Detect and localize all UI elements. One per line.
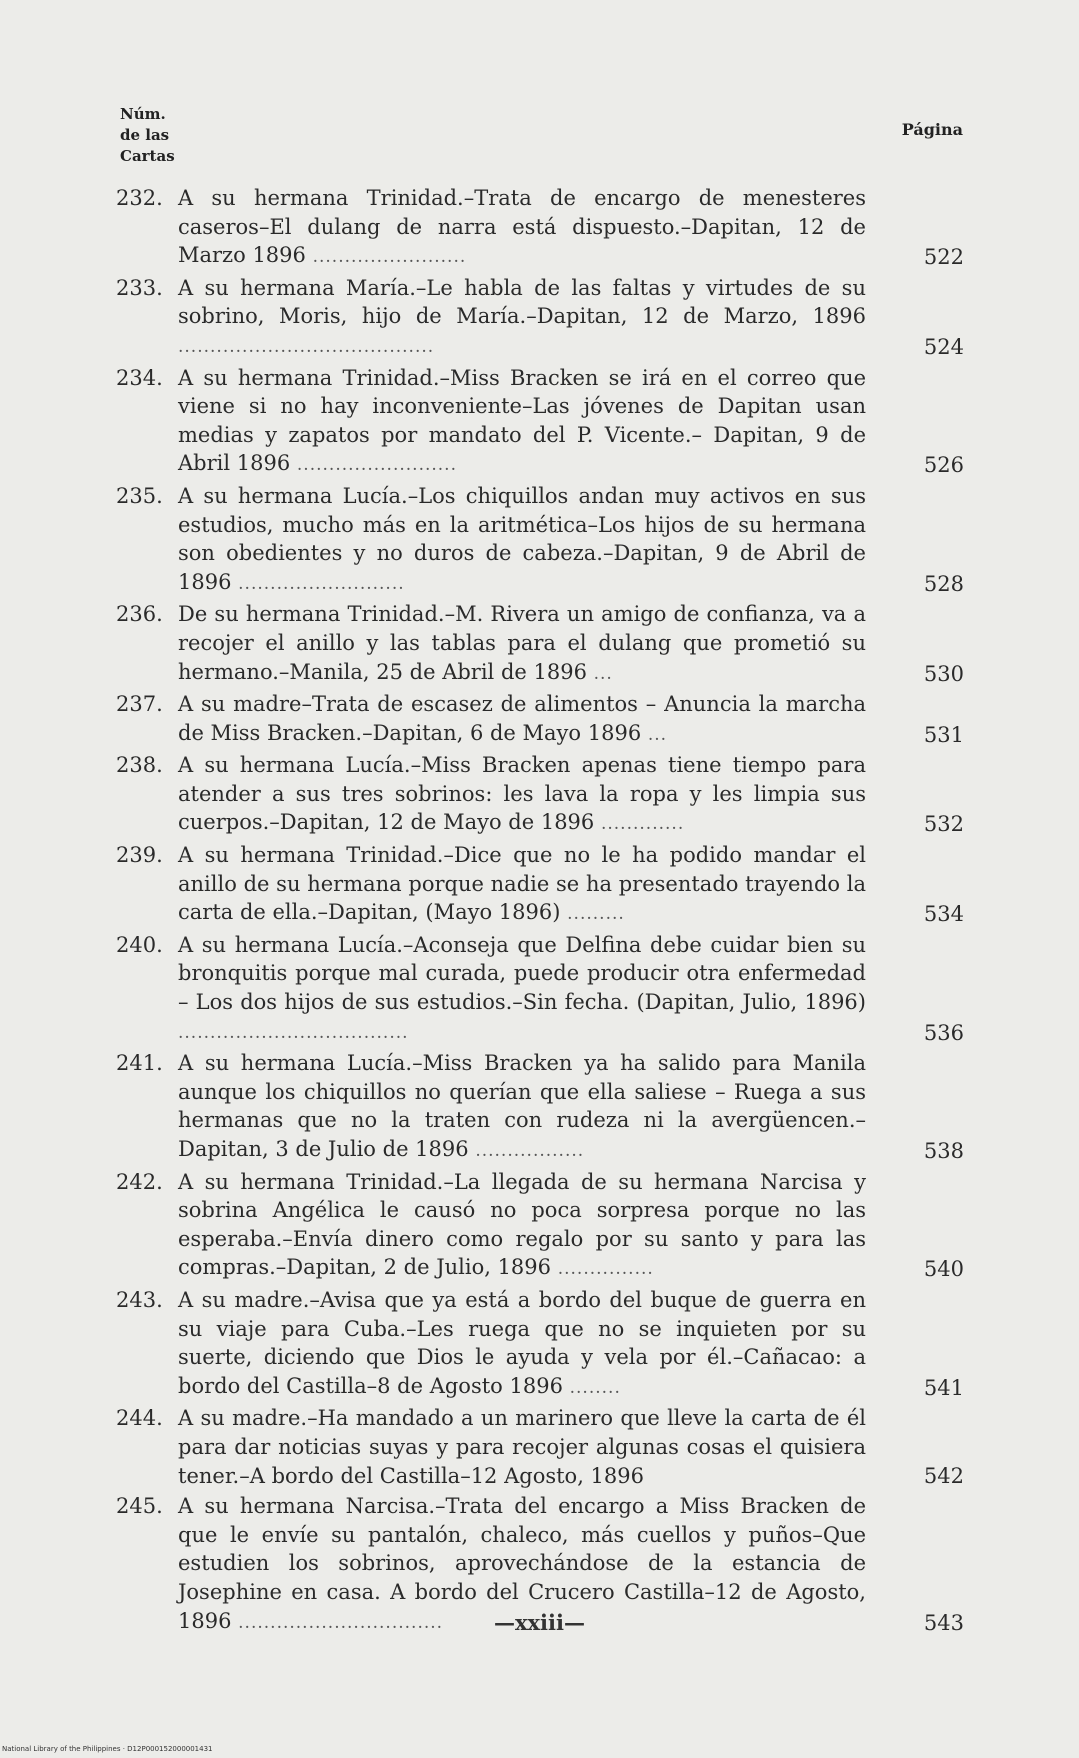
page-number-roman: —xxiii—	[494, 1610, 585, 1635]
entry-page: 524	[923, 334, 964, 359]
entry-number: 242.	[116, 1169, 163, 1194]
index-entry: 233. A su hermana María.–Le habla de las faltas y virtudes de su sobrino, Moris, hijo de María.–Dapitan, 12 de Marzo, 1896 ........................................ 524	[116, 274, 964, 362]
entry-number: 232.	[116, 186, 163, 210]
entry-page: 530	[923, 661, 964, 686]
entry-number: 236.	[116, 602, 163, 627]
entry-number: 239.	[116, 843, 163, 868]
entry-text: A su madre–Trata de escasez de alimentos – Anuncia la marcha de Miss Bracken.–Dapitan, 6 de Mayo 1896	[178, 692, 866, 745]
header-line: Núm.	[120, 105, 166, 123]
entry-text: A su hermana Lucía.–Los chiquillos andan muy activos en sus estudios, mucho más en la aritmética–Los hijos de su hermana son obedientes y no duros de cabeza.–Dapitan, 9 de Abril de 1896	[178, 483, 866, 594]
index-entry: 241. A su hermana Lucía.–Miss Bracken ya ha salido para Manila aunque los chiquillos no querían que ella saliese – Ruega a sus hermanas que no la traten con rudeza ni la avergüencen.–Dapitan, 3 de Julio de 1896 ................. 538	[116, 1049, 964, 1165]
entry-page: 540	[923, 1257, 964, 1282]
entry-text: A su hermana Trinidad.–La llegada de su hermana Narcisa y sobrina Angélica le causó no poca sorpresa porque no las esperaba.–Envía dinero como regalo por su santo y para las compras.–Dapitan, 2 de Julio, 1896	[178, 1169, 866, 1280]
index-entry	[116, 1404, 964, 1490]
index-entry: 235. A su hermana Lucía.–Los chiquillos andan muy activos en sus estudios, mucho más en la aritmética–Los hijos de su hermana son obedientes y no duros de cabeza.–Dapitan, 9 de Abril de 1896 .......................... 528	[116, 482, 964, 598]
letters-index-list	[116, 184, 964, 1639]
entry-text: A su hermana Lucía.–Miss Bracken apenas tiene tiempo para atender a sus tres sobrinos: les lava la ropa y les limpia sus cuerpos.–Dapitan, 12 de Mayo de 1896	[178, 753, 866, 835]
entry-page: 528	[923, 571, 964, 596]
entry-text: A su hermana Lucía.–Aconseja que Delfina debe cuidar bien su bronquitis porque mal curada, puede producir otra enfermedad – Los dos hijos de sus estudios.–Sin fecha. (Dapitan, Julio, 1896)	[178, 932, 866, 1015]
entry-text: A su hermana Trinidad.–Miss Bracken se irá en el correo que viene si no hay inconveniente–Las jóvenes de Dapitan usan medias y zapatos por mandato del P. Vicente.– Dapitan, 9 de Abril 1896	[178, 365, 866, 476]
entry-page: 543	[923, 1610, 964, 1635]
entry-page: 532	[923, 812, 964, 837]
column-header-letter-number	[120, 104, 175, 167]
entry-page: 534	[923, 902, 964, 927]
entry-number: 234.	[116, 365, 163, 390]
scan-source-note: National Library of the Philippines · D12P000152000001431	[2, 1745, 213, 1753]
entry-page: 522	[923, 245, 964, 270]
header-line: de las	[120, 126, 170, 144]
entry-text: A su madre.–Ha mandado a un marinero que lleve la carta de él para dar noticias suyas y para recojer algunas cosas el quisiera tener.–A bordo del Castilla–12 Agosto, 1896	[178, 1406, 866, 1488]
entry-page: 538	[923, 1139, 964, 1163]
entry-text: A su hermana Lucía.–Miss Bracken ya ha salido para Manila aunque los chiquillos no querían que ella saliese – Ruega a sus hermanas que no la traten con rudeza ni la avergüencen.–Dapitan, 3 de Julio de 1896	[178, 1051, 866, 1161]
index-entry: 243. A su madre.–Avisa que ya está a bordo del buque de guerra en su viaje para Cuba.–Les ruega que no se inquieten por su suerte, diciendo que Dios le ayuda y vela por él.–Cañacao: a bordo del Castilla–8 de Agosto 1896 ........ 541	[116, 1286, 964, 1402]
entry-text: A su madre.–Avisa que ya está a bordo del buque de guerra en su viaje para Cuba.–Les ruega que no se inquieten por su suerte, diciendo que Dios le ayuda y vela por él.–Cañacao: a bordo del Castilla–8 de Agosto 1896	[178, 1287, 866, 1398]
entry-number: 238.	[116, 753, 163, 778]
entry-page: 531	[923, 722, 964, 747]
entry-page: 536	[923, 1020, 964, 1045]
entry-text: A su hermana Narcisa.–Trata del encargo a Miss Bracken de que le envíe su pantalón, chaleco, más cuellos y puños–Que estudien los sobrinos, aprovechándose de la estancia de Josephine en casa. A bordo del Crucero Castilla–12 de Agosto, 1896	[178, 1494, 866, 1633]
entry-number: 237.	[116, 692, 163, 717]
entry-number: 241.	[116, 1051, 163, 1076]
entry-text: A su hermana María.–Le habla de las faltas y virtudes de su sobrino, Moris, hijo de María.–Dapitan, 12 de Marzo, 1896	[178, 275, 866, 329]
header-line: Cartas	[120, 147, 175, 165]
index-entry: 236. De su hermana Trinidad.–M. Rivera un amigo de confianza, va a recojer el anillo y las tablas para el dulang que prometió su hermano.–Manila, 25 de Abril de 1896 ... 530	[116, 600, 964, 688]
entry-text: A su hermana Trinidad.–Trata de encargo de menesteres caseros–El dulang de narra está dispuesto.–Dapitan, 12 de Marzo 1896	[178, 186, 866, 268]
entry-text: De su hermana Trinidad.–M. Rivera un amigo de confianza, va a recojer el anillo y las tablas para el dulang que prometió su hermano.–Manila, 25 de Abril de 1896	[178, 602, 866, 684]
index-entry: 234. A su hermana Trinidad.–Miss Bracken se irá en el correo que viene si no hay inconveniente–Las jóvenes de Dapitan usan medias y zapatos por mandato del P. Vicente.– Dapitan, 9 de Abril 1896 ......................... 526	[116, 364, 964, 480]
index-entry: 245. A su hermana Narcisa.–Trata del encargo a Miss Bracken de que le envíe su pantalón, chaleco, más cuellos y puños–Que estudien los sobrinos, aprovechándose de la estancia de Josephine en casa. A bordo del Crucero Castilla–12 de Agosto, 1896 ................................ 543	[116, 1492, 964, 1637]
entry-number: 244.	[116, 1406, 163, 1431]
entry-page: 526	[923, 453, 964, 478]
column-header-page: Página	[901, 120, 963, 139]
entry-page: 541	[923, 1375, 964, 1400]
index-entry: 240. A su hermana Lucía.–Aconseja que Delfina debe cuidar bien su bronquitis porque mal curada, puede producir otra enfermedad – Los dos hijos de sus estudios.–Sin fecha. (Dapitan, Julio, 1896) .................................... 536	[116, 931, 964, 1047]
index-entry: 237. A su madre–Trata de escasez de alimentos – Anuncia la marcha de Miss Bracken.–Dapitan, 6 de Mayo 1896 ... 531	[116, 690, 964, 749]
entry-number: 243.	[116, 1287, 163, 1312]
entry-number: 235.	[116, 483, 163, 508]
index-entry: 232. A su hermana Trinidad.–Trata de encargo de menesteres caseros–El dulang de narra está dispuesto.–Dapitan, 12 de Marzo 1896 ........................ 522	[116, 184, 964, 272]
index-entry: 238. A su hermana Lucía.–Miss Bracken apenas tiene tiempo para atender a sus tres sobrinos: les lava la ropa y les limpia sus cuerpos.–Dapitan, 12 de Mayo de 1896 ............. 532	[116, 751, 964, 839]
index-entry: 242. A su hermana Trinidad.–La llegada de su hermana Narcisa y sobrina Angélica le causó no poca sorpresa porque no las esperaba.–Envía dinero como regalo por su santo y para las compras.–Dapitan, 2 de Julio, 1896 ............... 540	[116, 1168, 964, 1284]
entry-text: A su hermana Trinidad.–Dice que no le ha podido mandar el anillo de su hermana porque nadie se ha presentado trayendo la carta de ella.–Dapitan, (Mayo 1896)	[178, 843, 866, 925]
entry-number: 240.	[116, 932, 163, 957]
index-entry: 239. A su hermana Trinidad.–Dice que no le ha podido mandar el anillo de su hermana porque nadie se ha presentado trayendo la carta de ella.–Dapitan, (Mayo 1896) ......... 534	[116, 841, 964, 929]
entry-page: 542	[923, 1463, 964, 1488]
entry-number: 233.	[116, 275, 163, 300]
entry-number: 245.	[116, 1494, 163, 1519]
